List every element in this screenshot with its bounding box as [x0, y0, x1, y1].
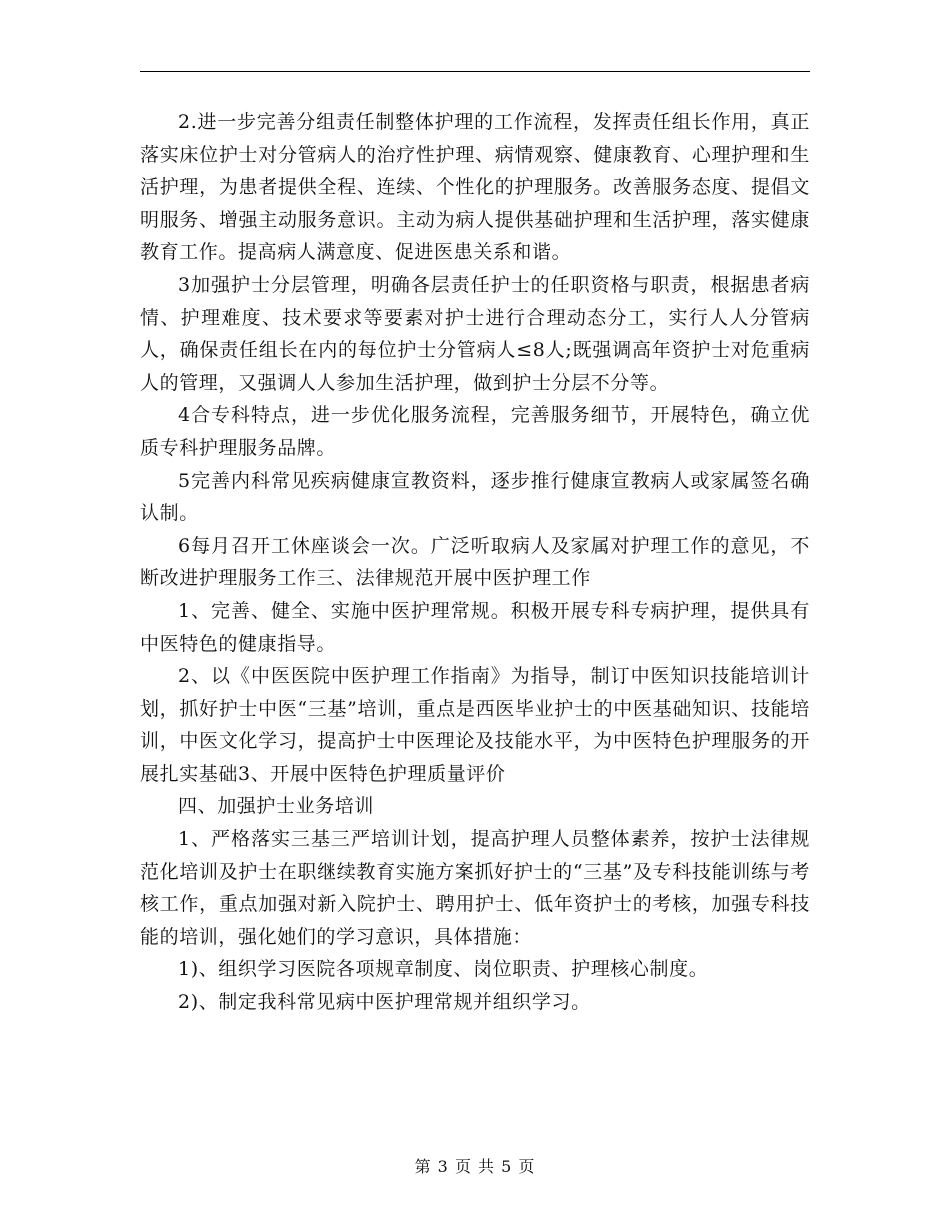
- list-item-rules-study: 1)、组织学习医院各项规章制度、岗位职责、护理核心制度。: [178, 958, 709, 981]
- section-heading-training: 四、加强护士业务培训: [178, 795, 375, 818]
- paragraph-tiered-management: 3加强护士分层管理，明确各层责任护士的任职资格与职责，根据患者病情、护理难度、技术要求等要素对护士进行合理动态分工，实行人人分管病人，确保责任组长在内的每位护士分管病人≤8人;既强调高年资护士对危重病人的管理，又强调人人参加生活护理，做到护士分层不分等。: [140, 273, 810, 394]
- paragraph-three-basics: 1、严格落实三基三严培训计划，提高护理人员整体素养，按护士法律规范化培训及护士在职继续教育实施方案抓好护士的“三基”及专科技能训练与考核工作，重点加强对新入院护士、聘用护士、低年资护士的考核，加强专科技能的培训，强化她们的学习意识，具体措施：: [140, 828, 810, 948]
- paragraph-specialty-features: 4合专科特点，进一步优化服务流程，完善服务细节，开展特色，确立优质专科护理服务品牌。: [140, 404, 810, 459]
- paragraph-tcm-training: 2、以《中医医院中医护理工作指南》为指导，制订中医知识技能培训计划，抓好护士中医“三基”培训，重点是西医毕业护士的中医基础知识、技能培训，中医文化学习，提高护士中医理论及技能水平，为中医特色护理服务的开展扎实基础3、开展中医特色护理质量评价: [140, 665, 810, 785]
- header-rule: [140, 71, 810, 72]
- paragraph-tcm-routine: 1、完善、健全、实施中医护理常规。积极开展专科专病护理，提供具有中医特色的健康指导。: [140, 599, 810, 655]
- body-text: [140, 106, 810, 1019]
- list-item-tcm-routines: 2)、制定我科常见病中医护理常规并组织学习。: [178, 991, 591, 1014]
- paragraph-team-nursing-workflow: 2.进一步完善分组责任制整体护理的工作流程，发挥责任组长作用，真正落实床位护士对分管病人的治疗性护理、病情观察、健康教育、心理护理和生活护理，为患者提供全程、连续、个性化的护理服务。改善服务态度、提倡文明服务、增强主动服务意识。主动为病人提供基础护理和生活护理，落实健康教育工作。提高病人满意度、促进医患关系和谐。: [140, 111, 810, 264]
- paragraph-monthly-forum: 6每月召开工休座谈会一次。广泛听取病人及家属对护理工作的意见，不断改进护理服务工作三、法律规范开展中医护理工作: [140, 534, 810, 590]
- page-number-footer: 第 3 页 共 5 页: [414, 1157, 536, 1176]
- paragraph-health-education: 5完善内科常见疾病健康宣教资料，逐步推行健康宣教病人或家属签名确认制。: [140, 469, 810, 525]
